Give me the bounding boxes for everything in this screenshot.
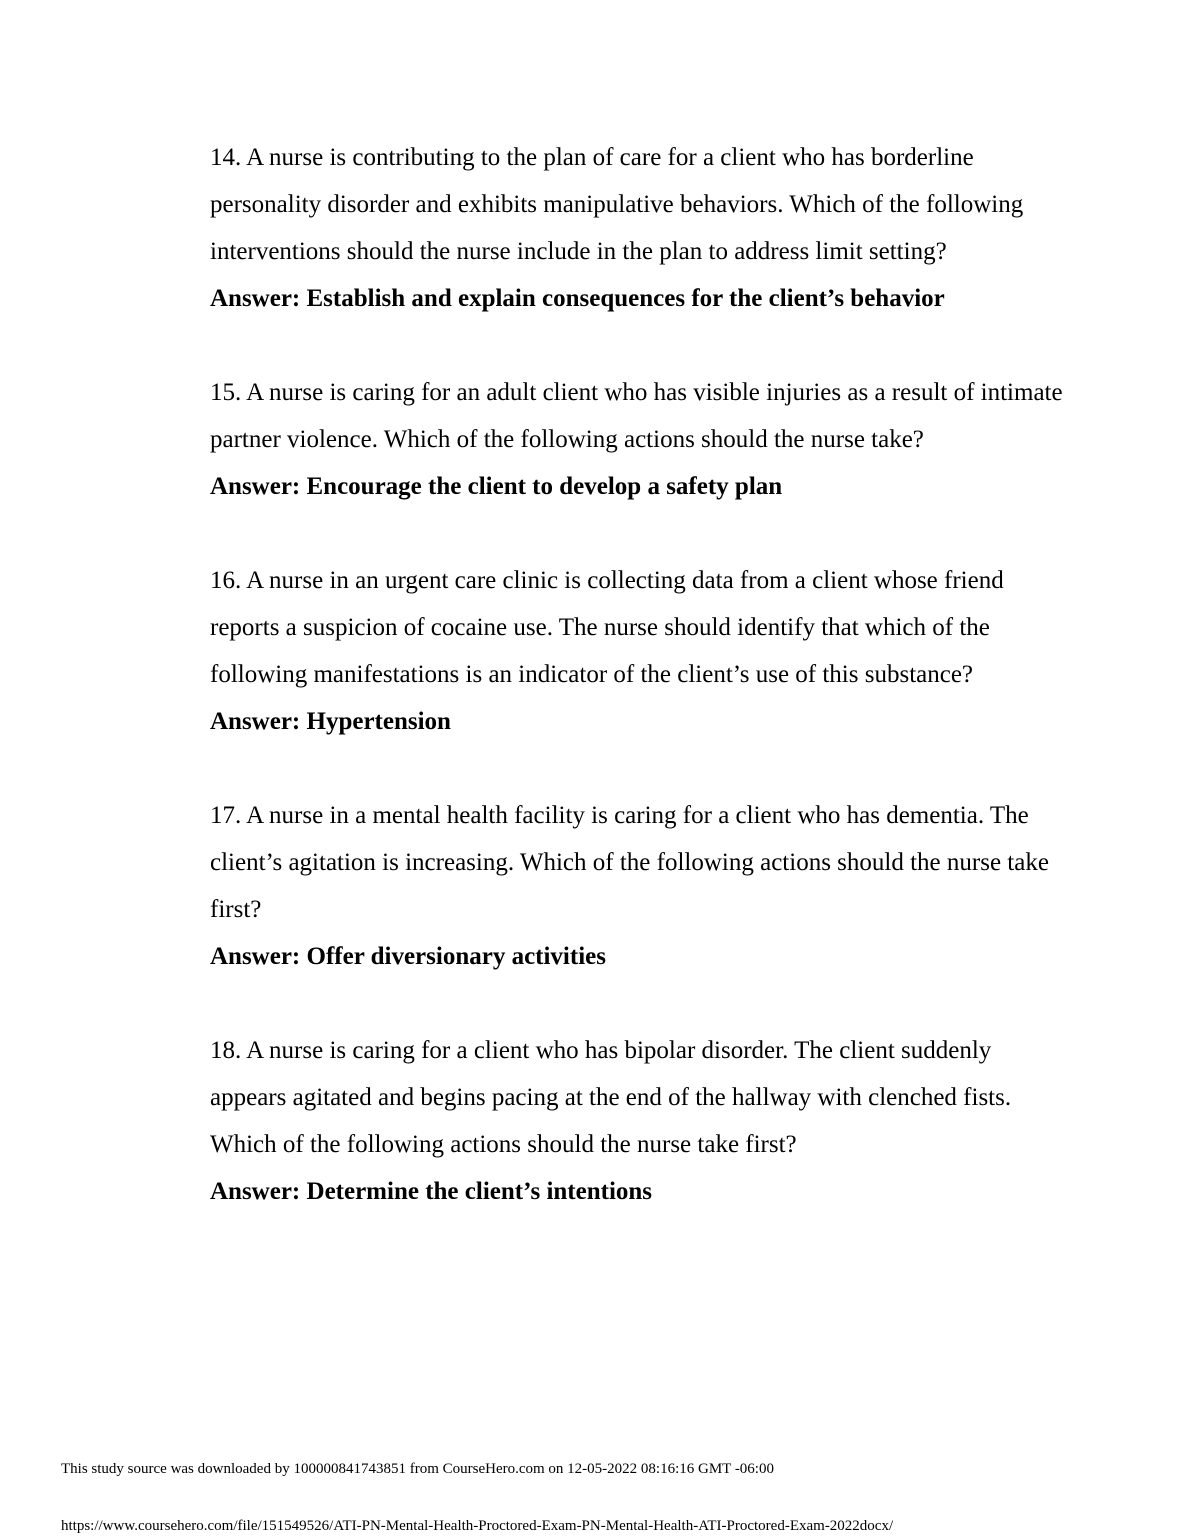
document-body bbox=[210, 134, 1070, 1262]
question-text: 15. A nurse is caring for an adult client who has visible injuries as a result of intimate partner violence. Which of the following actions should the nurse take? bbox=[210, 379, 1063, 453]
answer-text: Answer: Offer diversionary activities bbox=[210, 943, 606, 970]
source-url[interactable]: https://www.coursehero.com/file/151549526/ATI-PN-Mental-Health-Proctored-Exam-PN-Mental-Health-ATI-Proctored-Exam-2022docx/ bbox=[61, 1518, 894, 1534]
question-text: 17. A nurse in a mental health facility is caring for a client who has dementia. The client’s agitation is increasing. Which of the following actions should the nurse take first? bbox=[210, 802, 1049, 923]
question-block-14 bbox=[210, 134, 1070, 322]
download-notice: This study source was downloaded by 100000841743851 from CourseHero.com on 12-05-2022 08:16:16 GMT -06:00 bbox=[61, 1461, 774, 1477]
question-block-17 bbox=[210, 792, 1070, 980]
answer-text: Answer: Establish and explain consequences for the client’s behavior bbox=[210, 285, 945, 312]
answer-text: Answer: Determine the client’s intentions bbox=[210, 1178, 653, 1205]
question-block-18 bbox=[210, 1027, 1070, 1215]
question-text: 16. A nurse in an urgent care clinic is collecting data from a client whose friend reports a suspicion of cocaine use. The nurse should identify that which of the following manifestations is an indicator of the client’s use of this substance? bbox=[210, 567, 1004, 688]
question-block-16 bbox=[210, 557, 1070, 745]
question-text: 18. A nurse is caring for a client who has bipolar disorder. The client suddenly appears agitated and begins pacing at the end of the hallway with clenched fists. Which of the following actions should the nurse take first? bbox=[210, 1037, 1012, 1158]
question-text: 14. A nurse is contributing to the plan of care for a client who has borderline personality disorder and exhibits manipulative behaviors. Which of the following interventions should the nurse include in the plan to address limit setting? bbox=[210, 144, 1024, 265]
answer-text: Answer: Hypertension bbox=[210, 708, 451, 735]
question-block-15 bbox=[210, 369, 1070, 510]
answer-text: Answer: Encourage the client to develop a safety plan bbox=[210, 473, 783, 500]
